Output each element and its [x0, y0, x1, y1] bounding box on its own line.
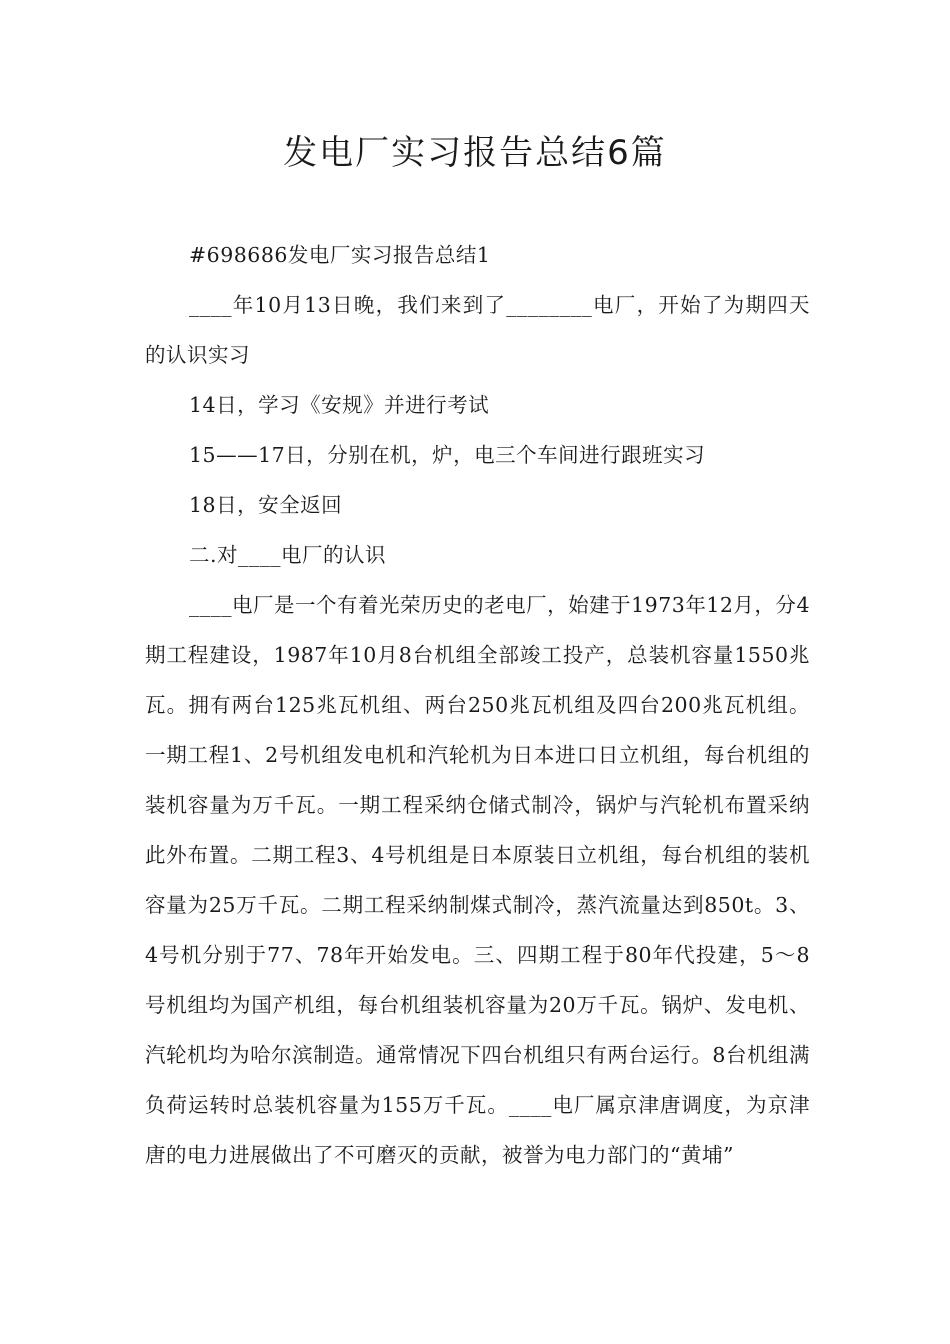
document-title: 发电厂实习报告总结6篇	[283, 133, 667, 173]
paragraph-plant-history: ____电厂是一个有着光荣历史的老电厂，始建于1973年12月，分4期工程建设，1987年10月8台机组全部竣工投产，总装机容量1550兆瓦。拥有两台125兆瓦机组、两台250兆瓦机组及四台200兆瓦机组。一期工程1、2号机组发电机和汽轮机为日本进口日立机组，每台机组的装机容量为万千瓦。一期工程采纳仓储式制冷，锅炉与汽轮机布置采纳此外布置。二期工程3、4号机组是日本原装日立机组，每台机组的装机容量为25万千瓦。二期工程采纳制煤式制冷，蒸汽流量达到850t。3、4号机分别于77、78年开始发电。三、四期工程于80年代投建，5～8号机组均为国产机组，每台机组装机容量为20万千瓦。锅炉、发电机、汽轮机均为哈尔滨制造。通常情况下四台机组只有两台运行。8台机组满负荷运转时总装机容量为155万千瓦。____电厂属京津唐调度，为京津唐的电力进展做出了不可磨灭的贡献，被誉为电力部门的“黄埔”	[145, 593, 810, 1167]
section-heading-plant-overview: 二.对____电厂的认识	[189, 543, 387, 567]
paragraph-day-15-17: 15——17日，分别在机，炉，电三个车间进行跟班实习	[189, 443, 706, 467]
paragraph-day-18: 18日，安全返回	[189, 493, 343, 517]
paragraph-day-14: 14日，学习《安规》并进行考试	[189, 393, 490, 417]
document-body	[145, 230, 810, 1180]
paragraph-arrival: ____年10月13日晚，我们来到了________电厂，开始了为期四天的认识实习	[145, 293, 810, 367]
paragraph-heading: #698686发电厂实习报告总结1	[189, 243, 491, 267]
